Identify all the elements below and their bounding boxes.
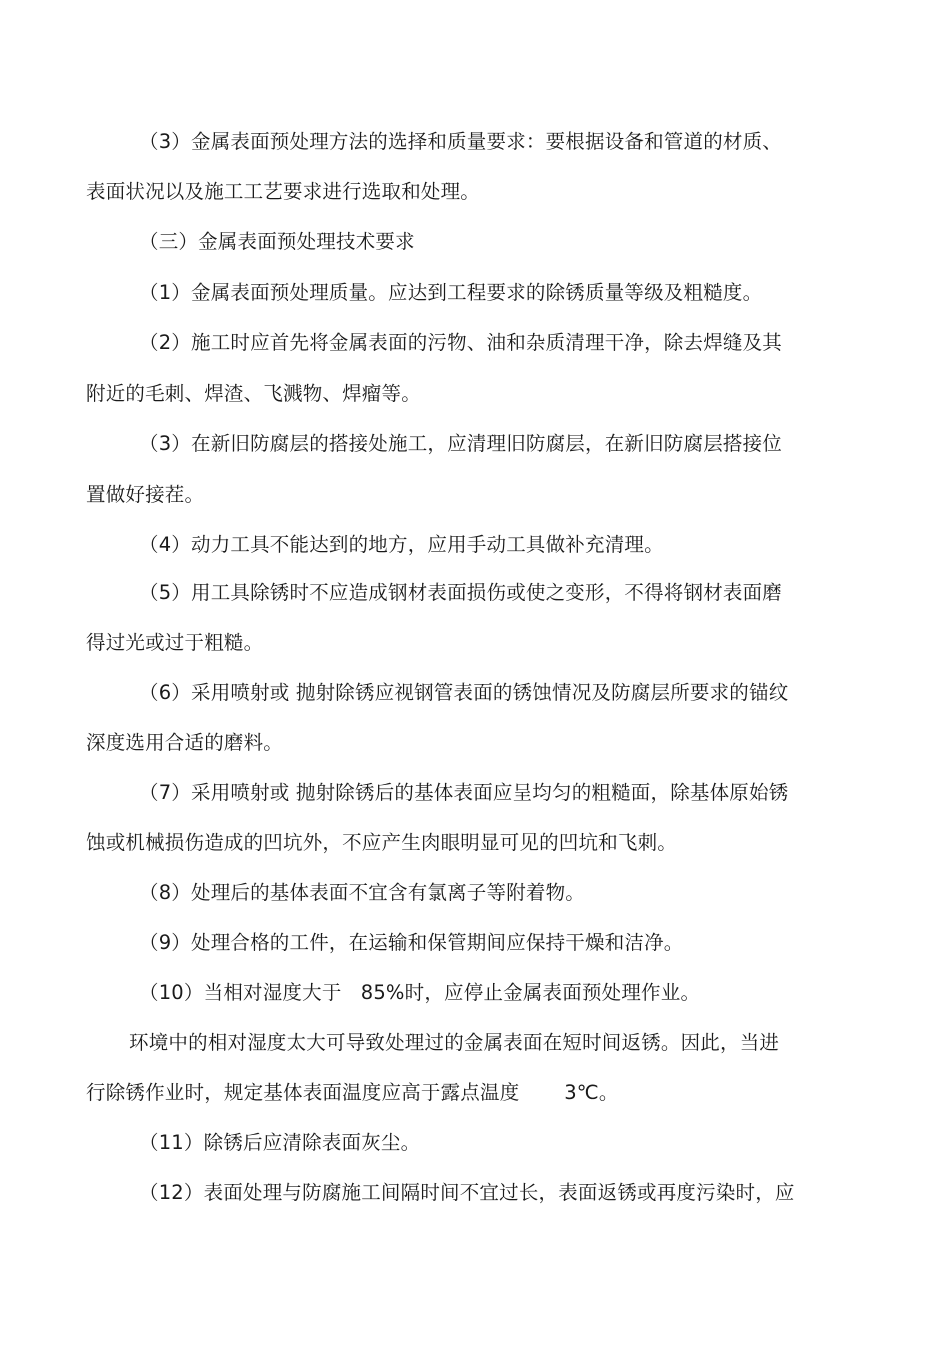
text-line: （3）金属表面预处理方法的选择和质量要求：要根据设备和管道的材质、: [139, 130, 783, 153]
text-line: （6）采用喷射或 抛射除锈应视钢管表面的锈蚀情况及防腐层所要求的锚纹: [139, 681, 789, 704]
text-line: 蚀或机械损伤造成的凹坑外，不应产生肉眼明显可见的凹坑和飞刺。: [86, 831, 678, 854]
text-line: （5）用工具除锈时不应造成钢材表面损伤或使之变形，不得将钢材表面磨: [139, 581, 783, 604]
text-line: 表面状况以及施工工艺要求进行选取和处理。: [86, 180, 481, 203]
text-line: 得过光或过于粗糙。: [86, 631, 264, 654]
text-line: （3）在新旧防腐层的搭接处施工，应清理旧防腐层，在新旧防腐层搭接位: [139, 432, 783, 455]
text-line: （8）处理后的基体表面不宜含有氯离子等附着物。: [139, 881, 586, 904]
text-line: （4）动力工具不能达到的地方，应用手动工具做补充清理。: [139, 533, 664, 556]
text-line: （9）处理合格的工件，在运输和保管期间应保持干燥和洁净。: [139, 931, 684, 954]
text-line: 行除锈作业时，规定基体表面温度应高于露点温度 3℃。: [86, 1081, 619, 1104]
text-line: 环境中的相对湿度太大可导致处理过的金属表面在短时间返锈。因此，当进: [129, 1031, 780, 1054]
text-line: 置做好接茬。: [86, 483, 205, 506]
text-line: 附近的毛刺、焊渣、飞溅物、焊瘤等。: [86, 382, 421, 405]
text-line: （7）采用喷射或 抛射除锈后的基体表面应呈均匀的粗糙面，除基体原始锈: [139, 781, 789, 804]
text-line: 深度选用合适的磨料。: [86, 731, 284, 754]
text-line: （1）金属表面预处理质量。应达到工程要求的除锈质量等级及粗糙度。: [139, 281, 763, 304]
text-line: （11）除锈后应清除表面灰尘。: [139, 1131, 421, 1154]
section-heading: （三）金属表面预处理技术要求: [139, 230, 415, 253]
text-line: （10）当相对湿度大于 85%时，应停止金属表面预处理作业。: [139, 981, 701, 1004]
text-line: （12）表面处理与防腐施工间隔时间不宜过长，表面返锈或再度污染时，应: [139, 1181, 795, 1204]
text-line: （2）施工时应首先将金属表面的污物、油和杂质清理干净，除去焊缝及其: [139, 331, 783, 354]
